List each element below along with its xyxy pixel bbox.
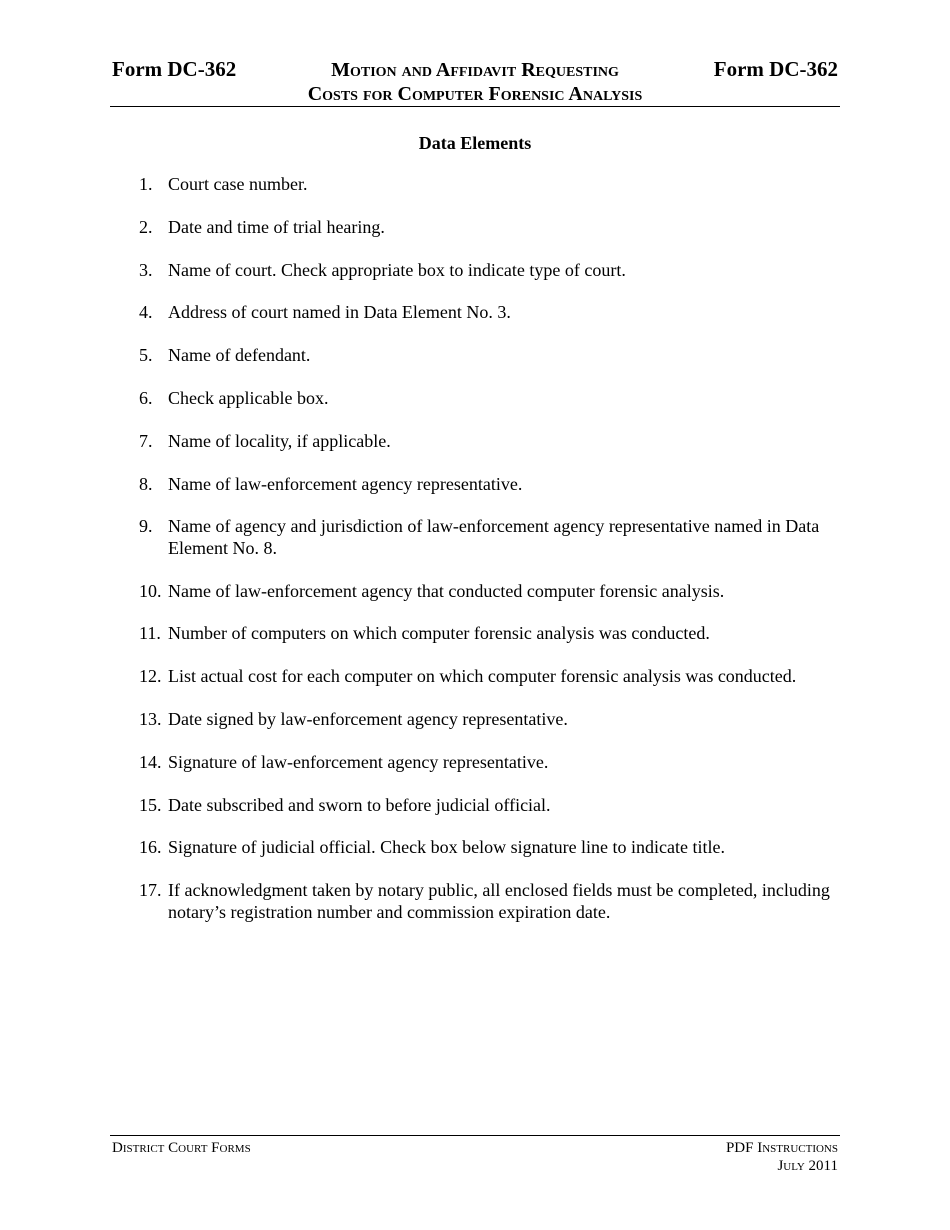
- list-item: [139, 666, 839, 688]
- item-text: Signature of judicial official. Check box below signature line to indicate title.: [168, 837, 726, 858]
- item-text: Name of law-enforcement agency that conducted computer forensic analysis.: [168, 580, 725, 601]
- item-text: Date and time of trial hearing.: [168, 216, 385, 237]
- list-item: [139, 516, 839, 559]
- list-item: [139, 474, 839, 496]
- list-item: [139, 388, 839, 410]
- list-item: [139, 345, 839, 367]
- item-text: Name of defendant.: [168, 345, 311, 366]
- form-title: [240, 58, 710, 106]
- item-number: 4.: [139, 302, 153, 323]
- form-title-line-1: Motion and Affidavit Requesting: [331, 59, 619, 81]
- list-item: [139, 837, 839, 859]
- item-text: Court case number.: [168, 174, 308, 194]
- item-number: 5.: [139, 345, 153, 366]
- item-text: Date subscribed and sworn to before judicial official.: [168, 794, 551, 815]
- footer-right-line-2: July 2011: [777, 1158, 838, 1174]
- item-text: Signature of law-enforcement agency representative.: [168, 751, 549, 772]
- item-number: 16.: [139, 837, 162, 858]
- footer-right: [726, 1139, 838, 1175]
- item-number: 8.: [139, 473, 153, 494]
- list-item: [139, 260, 839, 282]
- footer-left: District Court Forms: [112, 1140, 251, 1156]
- item-number: 9.: [139, 516, 153, 537]
- item-number: 11.: [139, 623, 161, 644]
- list-item: [139, 174, 839, 196]
- list-item: [139, 709, 839, 731]
- item-text: Address of court named in Data Element No. 3.: [168, 302, 511, 323]
- item-number: 17.: [139, 880, 162, 901]
- item-number: 14.: [139, 751, 162, 772]
- item-number: 3.: [139, 259, 153, 280]
- item-text: Number of computers on which computer forensic analysis was conducted.: [168, 623, 710, 644]
- item-text: If acknowledgment taken by notary public, all enclosed fields must be completed, including notary’s registration number and commission expiration date.: [168, 880, 830, 922]
- form-id-right: Form DC-362: [713, 57, 838, 81]
- list-item: [139, 795, 839, 817]
- item-number: 15.: [139, 794, 162, 815]
- item-number: 12.: [139, 666, 162, 687]
- item-text: Name of agency and jurisdiction of law-enforcement agency representative named in Data Element No. 8.: [168, 516, 820, 558]
- item-text: Name of locality, if applicable.: [168, 430, 391, 451]
- page-footer: [110, 1135, 840, 1174]
- data-elements-list: [139, 174, 839, 945]
- item-text: Check applicable box.: [168, 387, 329, 408]
- item-number: 6.: [139, 387, 153, 408]
- item-number: 13.: [139, 709, 162, 730]
- section-heading: Data Elements: [418, 133, 532, 153]
- form-id-left: Form DC-362: [112, 57, 237, 81]
- item-number: 2.: [139, 216, 153, 237]
- list-item: [139, 302, 839, 324]
- list-item: [139, 880, 839, 923]
- footer-right-line-1: PDF Instructions: [725, 1140, 838, 1156]
- item-text: Name of court. Check appropriate box to indicate type of court.: [168, 259, 626, 280]
- item-number: 10.: [139, 580, 162, 601]
- item-number: 1.: [139, 174, 153, 194]
- item-text: Name of law-enforcement agency representative.: [168, 473, 523, 494]
- list-item: [139, 752, 839, 774]
- page-header: [110, 56, 840, 107]
- list-item: [139, 217, 839, 239]
- item-text: List actual cost for each computer on which computer forensic analysis was conducted.: [168, 666, 797, 687]
- item-number: 7.: [139, 430, 153, 451]
- list-item: [139, 581, 839, 603]
- list-item: [139, 431, 839, 453]
- form-title-line-2: Costs for Computer Forensic Analysis: [307, 83, 643, 105]
- item-text: Date signed by law-enforcement agency representative.: [168, 709, 568, 730]
- list-item: [139, 623, 839, 645]
